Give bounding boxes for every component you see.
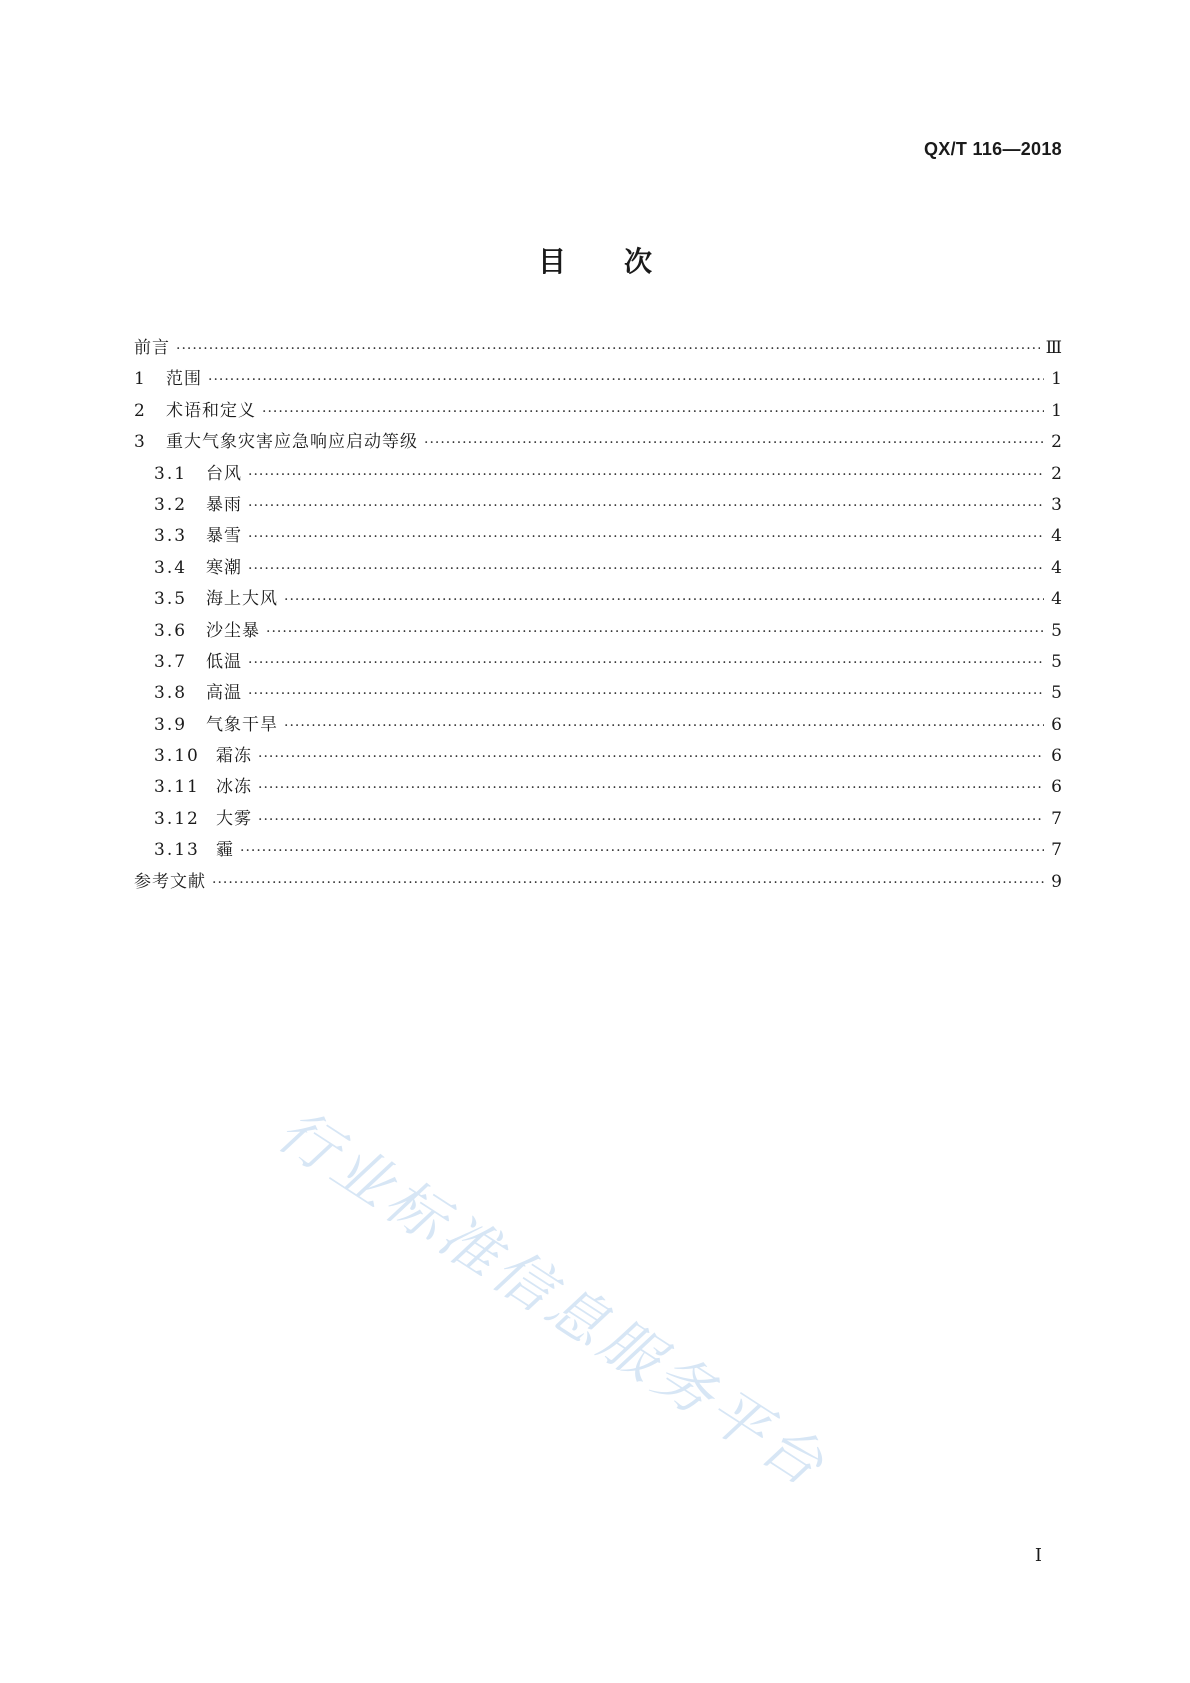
dot-leader (266, 617, 1044, 648)
dot-leader (258, 742, 1044, 773)
toc-entry-high-temperature[interactable] (134, 678, 1062, 709)
toc-entry-frost[interactable] (134, 741, 1062, 772)
toc-entry-number: 2 (134, 400, 145, 421)
toc-entry-number: 3.3 (154, 526, 188, 547)
toc-entry-icing[interactable] (134, 772, 1062, 803)
standard-code: QX/T 116—2018 (924, 139, 1062, 159)
toc-entry-haze[interactable] (134, 835, 1062, 866)
dot-leader (208, 365, 1044, 396)
toc-entry-page: 3 (1051, 494, 1062, 515)
toc-entry-number: 3.5 (154, 589, 188, 610)
toc-entry-page: Ⅲ (1045, 338, 1062, 358)
dot-leader (424, 428, 1044, 459)
toc-entry-number: 3.10 (154, 746, 200, 767)
toc-entry-number: 3.11 (154, 777, 200, 798)
toc-entry-page: 1 (1051, 369, 1062, 390)
table-of-contents (134, 333, 1062, 898)
toc-entry-page: 9 (1051, 871, 1062, 892)
toc-entry-number: 3.9 (154, 714, 188, 735)
dot-leader (262, 397, 1044, 428)
toc-entry-label: 高温 (206, 683, 242, 704)
toc-entry-low-temperature[interactable] (134, 647, 1062, 678)
toc-entry-foreword[interactable] (134, 333, 1062, 364)
toc-entry-scope[interactable] (134, 364, 1062, 395)
toc-entry-number: 3.1 (154, 463, 188, 484)
toc-entry-label: 冰冻 (216, 777, 252, 798)
toc-entry-number: 3.7 (154, 651, 188, 672)
toc-entry-label: 参考文献 (134, 871, 206, 892)
toc-entry-response-levels[interactable] (134, 427, 1062, 458)
toc-entry-cold-wave[interactable] (134, 553, 1062, 584)
dot-leader (176, 334, 1040, 365)
dot-leader (248, 648, 1044, 679)
toc-entry-label: 气象干旱 (206, 714, 278, 735)
toc-entry-label: 台风 (206, 463, 242, 484)
page-title (0, 240, 1190, 280)
toc-entry-page: 4 (1051, 589, 1062, 610)
toc-entry-number: 3.12 (154, 808, 200, 829)
title-char-1: 目 (537, 245, 566, 278)
title-char-2: 次 (624, 245, 653, 278)
toc-entry-label: 霾 (216, 840, 234, 861)
toc-entry-page: 6 (1051, 746, 1062, 767)
toc-entry-label: 暴雨 (206, 494, 242, 515)
watermark: 行业标准信息服务平台 (265, 1095, 840, 1502)
toc-entry-label: 前言 (134, 338, 170, 358)
toc-entry-page: 6 (1051, 714, 1062, 735)
dot-leader (258, 773, 1044, 804)
toc-entry-label: 海上大风 (206, 589, 278, 610)
toc-entry-sea-gale[interactable] (134, 584, 1062, 615)
dot-leader (240, 836, 1044, 867)
toc-entry-number: 3.6 (154, 620, 188, 641)
toc-entry-page: 5 (1051, 620, 1062, 641)
toc-entry-page: 2 (1051, 463, 1062, 484)
dot-leader (248, 522, 1044, 553)
toc-entry-label: 大雾 (216, 808, 252, 829)
toc-entry-number: 3.8 (154, 683, 188, 704)
toc-entry-page: 4 (1051, 557, 1062, 578)
toc-entry-page: 5 (1051, 683, 1062, 704)
toc-entry-label: 范围 (166, 369, 202, 390)
toc-entry-typhoon[interactable] (134, 459, 1062, 490)
footer-page-number: I (1034, 1545, 1042, 1566)
toc-entry-number: 1 (134, 369, 145, 390)
toc-entry-page: 7 (1051, 808, 1062, 829)
dot-leader (258, 805, 1044, 836)
toc-entry-page: 7 (1051, 840, 1062, 861)
toc-entry-page: 5 (1051, 651, 1062, 672)
toc-entry-label: 术语和定义 (166, 400, 256, 421)
dot-leader (248, 460, 1044, 491)
toc-entry-label: 沙尘暴 (206, 620, 260, 641)
dot-leader (248, 679, 1044, 710)
toc-entry-label: 寒潮 (206, 557, 242, 578)
toc-entry-snowstorm[interactable] (134, 521, 1062, 552)
toc-entry-page: 6 (1051, 777, 1062, 798)
toc-entry-label: 低温 (206, 651, 242, 672)
toc-entry-sandstorm[interactable] (134, 616, 1062, 647)
dot-leader (284, 585, 1044, 616)
toc-entry-page: 4 (1051, 526, 1062, 547)
toc-entry-page: 1 (1051, 400, 1062, 421)
toc-entry-number: 3.2 (154, 494, 188, 515)
toc-entry-label: 重大气象灾害应急响应启动等级 (166, 432, 418, 453)
toc-entry-label: 暴雪 (206, 526, 242, 547)
toc-entry-rainstorm[interactable] (134, 490, 1062, 521)
toc-entry-drought[interactable] (134, 710, 1062, 741)
toc-entry-number: 3.4 (154, 557, 188, 578)
dot-leader (212, 868, 1044, 899)
toc-entry-heavy-fog[interactable] (134, 804, 1062, 835)
toc-entry-number: 3 (134, 432, 145, 453)
toc-entry-page: 2 (1051, 432, 1062, 453)
toc-entry-terms[interactable] (134, 396, 1062, 427)
toc-entry-number: 3.13 (154, 840, 200, 861)
dot-leader (248, 554, 1044, 585)
dot-leader (248, 491, 1044, 522)
toc-entry-label: 霜冻 (216, 746, 252, 767)
toc-entry-references[interactable] (134, 867, 1062, 898)
dot-leader (284, 711, 1044, 742)
